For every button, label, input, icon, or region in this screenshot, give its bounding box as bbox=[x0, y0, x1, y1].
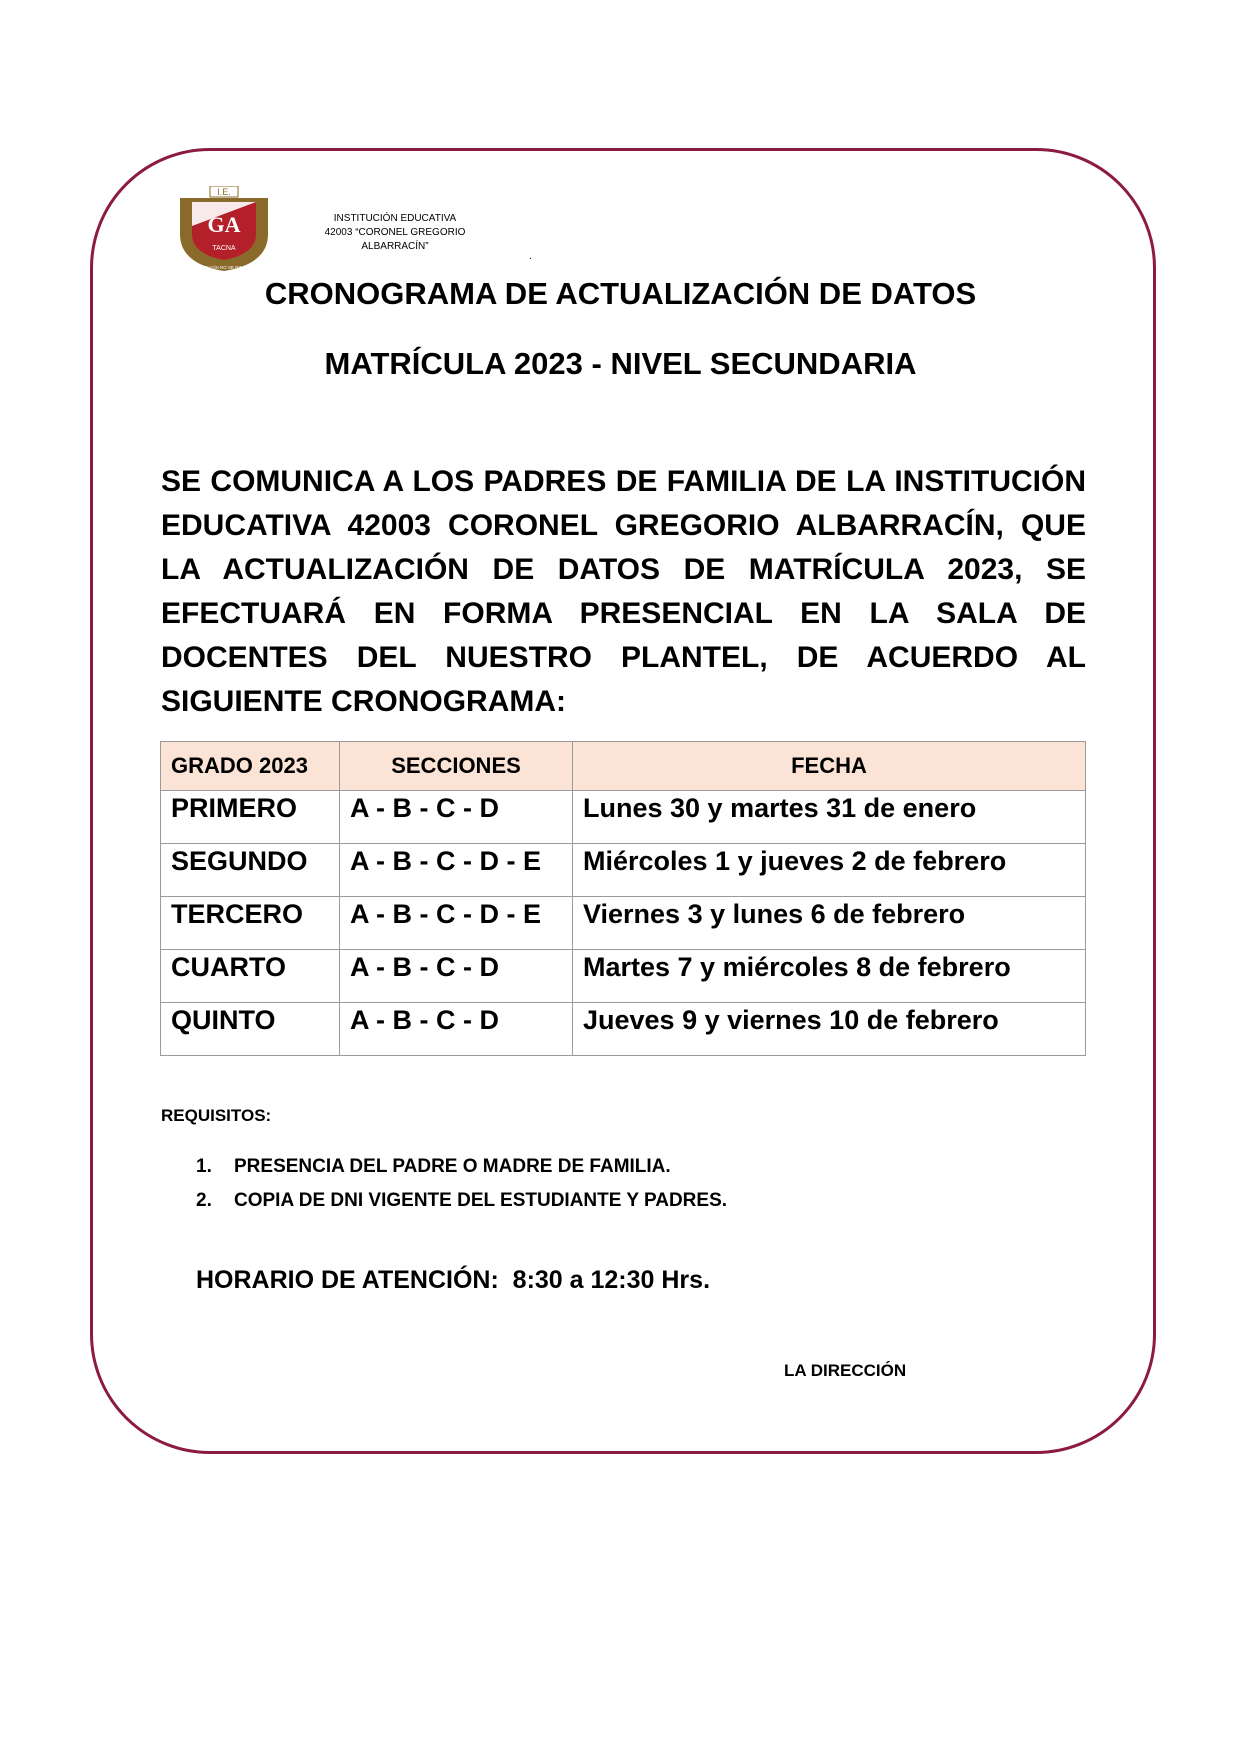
list-item-text: COPIA DE DNI VIGENTE DEL ESTUDIANTE Y PADRES. bbox=[234, 1190, 728, 1211]
logo-top-text: I.E. bbox=[217, 187, 231, 197]
cell-grade: QUINTO bbox=[161, 1003, 340, 1056]
signature: LA DIRECCIÓN bbox=[784, 1361, 907, 1380]
notice-paragraph: SE COMUNICA A LOS PADRES DE FAMILIA DE LA INSTITUCIÓN EDUCATIVA 42003 CORONEL GREGORIO ALBARRACÍN, QUE LA ACTUALIZACIÓN DE DATOS DE MATRÍCULA 2023, SE EFECTUARÁ EN FORMA PRESENCIAL EN LA SALA DE DOCENTES DEL NUESTRO PLANTEL, DE ACUERDO AL SIGUIENTE CRONOGRAMA: bbox=[161, 465, 1086, 718]
column-header-date: FECHA bbox=[573, 742, 1086, 791]
stray-dot: . bbox=[529, 251, 532, 262]
table-row bbox=[161, 950, 1086, 1003]
institution-line-2: 42003 “CORONEL GREGORIO ALBARRACÍN” bbox=[324, 227, 466, 252]
logo-city: TACNA bbox=[212, 245, 236, 252]
cell-sections: A - B - C - D bbox=[340, 950, 573, 1003]
list-item-text: PRESENCIA DEL PADRE O MADRE DE FAMILIA. bbox=[234, 1156, 671, 1177]
page-title: CRONOGRAMA DE ACTUALIZACIÓN DE DATOS bbox=[264, 276, 977, 311]
cell-date: Lunes 30 y martes 31 de enero bbox=[573, 791, 1086, 844]
institution-line-1: INSTITUCIÓN EDUCATIVA bbox=[333, 213, 457, 224]
column-header-grade: GRADO 2023 bbox=[161, 742, 340, 791]
table-row bbox=[161, 897, 1086, 950]
cell-grade: PRIMERO bbox=[161, 791, 340, 844]
institution-name bbox=[290, 212, 500, 254]
office-hours: HORARIO DE ATENCIÓN: 8:30 a 12:30 Hrs. bbox=[196, 1266, 711, 1294]
list-item bbox=[196, 1156, 727, 1190]
table-row bbox=[161, 791, 1086, 844]
cell-sections: A - B - C - D - E bbox=[340, 897, 573, 950]
table-row bbox=[161, 1003, 1086, 1056]
cell-date: Martes 7 y miércoles 8 de febrero bbox=[573, 950, 1086, 1003]
list-item-number: 2. bbox=[196, 1190, 212, 1211]
cell-date: Miércoles 1 y jueves 2 de febrero bbox=[573, 844, 1086, 897]
logo-motto: UN ALBARRACÍN NO SE RINDE JAMÁS bbox=[182, 265, 266, 270]
cell-grade: CUARTO bbox=[161, 950, 340, 1003]
cell-sections: A - B - C - D bbox=[340, 1003, 573, 1056]
cell-grade: TERCERO bbox=[161, 897, 340, 950]
column-header-sections: SECCIONES bbox=[340, 742, 573, 791]
list-item-number: 1. bbox=[196, 1156, 212, 1177]
cell-date: Jueves 9 y viernes 10 de febrero bbox=[573, 1003, 1086, 1056]
cell-grade: SEGUNDO bbox=[161, 844, 340, 897]
logo-initials: GA bbox=[207, 212, 241, 237]
page-subtitle: MATRÍCULA 2023 - NIVEL SECUNDARIA bbox=[324, 346, 917, 381]
cell-date: Viernes 3 y lunes 6 de febrero bbox=[573, 897, 1086, 950]
cell-sections: A - B - C - D - E bbox=[340, 844, 573, 897]
list-item bbox=[196, 1190, 727, 1224]
requirements-list bbox=[196, 1156, 727, 1224]
schedule-table bbox=[160, 741, 1086, 1056]
table-header-row bbox=[161, 742, 1086, 791]
table-row bbox=[161, 844, 1086, 897]
school-crest-logo bbox=[176, 186, 272, 272]
cell-sections: A - B - C - D bbox=[340, 791, 573, 844]
requirements-heading: REQUISITOS: bbox=[161, 1106, 272, 1125]
